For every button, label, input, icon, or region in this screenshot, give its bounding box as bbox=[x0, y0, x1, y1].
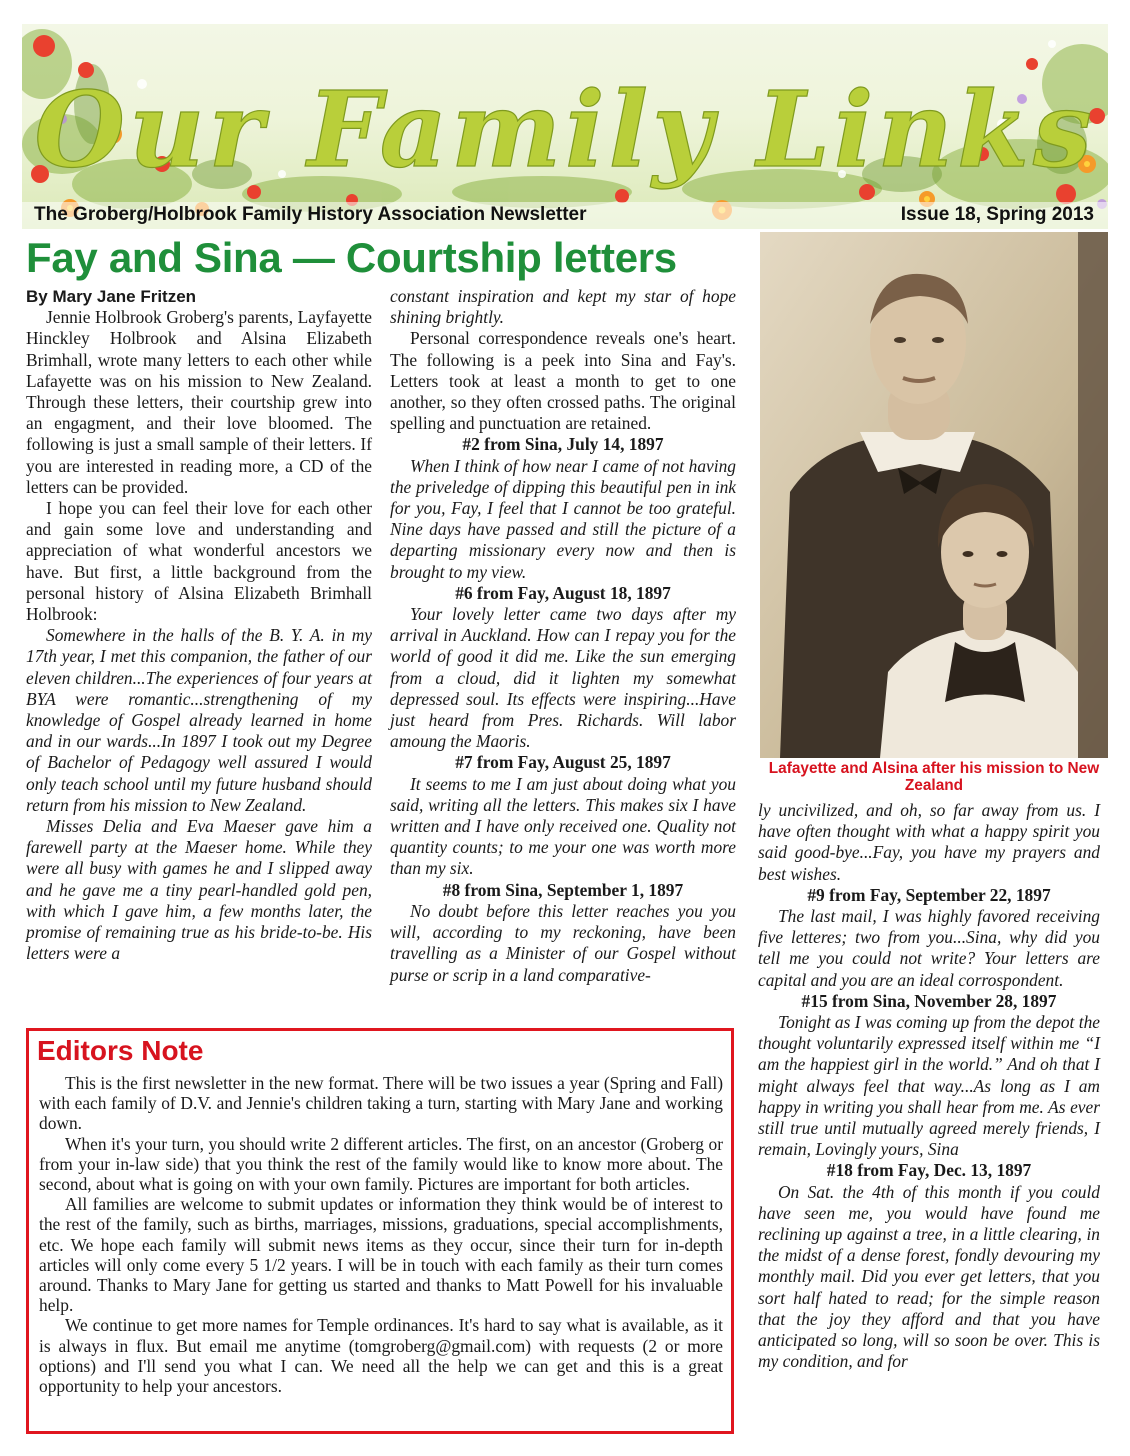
letter-heading: #18 from Fay, Dec. 13, 1897 bbox=[826, 1160, 1032, 1181]
letter-text: Tonight as I was coming up from the depot the thought voluntarily expressed itself within me “I am the happiest girl in the world.” And oh that I might always feel that way...As long as I am happy in writing you shall hear from me. As ever still true until mutually agreed merely friends, I remain, Lovingly yours, Sina bbox=[758, 1012, 1100, 1160]
article-paragraph: I hope you can feel their love for each other and gain some love and understanding and appreciation of what wonderful ancestors we have. But first, a little background from the personal history of Alsina Elizabeth Brimhall Holbrook: bbox=[26, 498, 372, 625]
letter-text: Your lovely letter came two days after my arrival in Auckland. How can I repay you for the world of good it did me. Like the sun emerging from a cloud, did it lighten my somewhat depressed soul. Its effects were inspiring...Have just heard from Pres. Richards. Will labor amoung the Maoris. bbox=[390, 604, 736, 752]
letter-continuation: ly uncivilized, and oh, so far away from us. I have often thought with what a happy spirit you said good-bye...Fay, you have my prayers and best wishes. bbox=[758, 800, 1100, 884]
editors-note-paragraph: This is the first newsletter in the new format. There will be two issues a year (Spring and Fall) with each family of D.V. and Jennie's children taking a turn, starting with Mary Jane and working down. bbox=[39, 1073, 723, 1134]
article-byline: By Mary Jane Fritzen bbox=[26, 287, 197, 306]
sepia-portrait bbox=[760, 232, 1108, 758]
editors-note-box bbox=[26, 1028, 734, 1434]
editors-note-paragraph: We continue to get more names for Temple ordinances. It's hard to say what is available, as it is always in flux. But email me anytime (tomgroberg@gmail.com) with requests (2 or more options) and I'll send you what I can. We need all the help we can get and this is a great opportunity to help your ancestors. bbox=[39, 1315, 723, 1397]
letter-text: No doubt before this letter reaches you you will, according to my reckoning, have been travelling as a Minister of our Gospel without purse or scrip in a land comparative- bbox=[390, 900, 736, 985]
letter-text: When I think of how near I came of not having the priveledge of dipping this beautiful pen in ink for you, Fay, I feel that I cannot be too grateful. Nine days have passed and still the picture of a departing missionary every now and then is brought to my view. bbox=[390, 455, 736, 582]
quote-paragraph: Misses Delia and Eva Maeser gave him a farewell party at the Maeser home. While they were all busy with games he and I slipped away and he gave me a tiny pearl-handled gold pen, with which I gave him, a few months later, the promise of remaining true as his bride-to-be. His letters were a bbox=[26, 816, 372, 964]
article-column-3 bbox=[758, 800, 1100, 1372]
masthead-title: Our Family Links bbox=[34, 68, 1096, 191]
editors-note-body bbox=[39, 1073, 723, 1396]
article-column-2 bbox=[390, 286, 736, 986]
letter-heading: #2 from Sina, July 14, 1897 bbox=[462, 434, 664, 455]
quote-continuation: constant inspiration and kept my star of hope shining brightly. bbox=[390, 286, 736, 328]
photo-caption: Lafayette and Alsina after his mission to New Zealand bbox=[768, 760, 1100, 794]
editors-note-paragraph: When it's your turn, you should write 2 different articles. The first, on an ancestor (Groberg or from your in-law side) that you think the rest of the family would like to know more about. The second, about what is going on with your own family. Pictures are important for both articles. bbox=[39, 1133, 723, 1195]
letter-heading: #7 from Fay, August 25, 1897 bbox=[455, 752, 671, 773]
masthead-banner bbox=[22, 24, 1108, 229]
quote-paragraph: Somewhere in the halls of the B. Y. A. in my 17th year, I met this companion, the father of our eleven children...The experiences of four years at BYA were romantic...strengthening of my knowledge of Gospel already learned in home and in our wards...In 1897 I took out my Degree of Bachelor of Pedagogy well assured I would only teach school until my future husband should return from his mission to New Zealand. bbox=[26, 625, 372, 815]
masthead-subtitle: The Groberg/Holbrook Family History Association Newsletter bbox=[34, 204, 587, 225]
editors-note-paragraph: All families are welcome to submit updates or information they think would be of interest to the rest of the family, such as births, marriages, missions, graduations, special accomplishments, etc. We hope each family will submit news items as they occur, since their turn for in-depth articles will only come every 5 1/2 years. I will be in touch with each family as their turn comes around. Thanks to Mary Jane for getting us started and thanks to Matt Powell for his invaluable help. bbox=[39, 1194, 723, 1316]
letter-text: The last mail, I was highly favored receiving five letteres; two from you...Sina, why did you tell me you could not write? Your letters are capital and you are an ideal corrospondent. bbox=[758, 906, 1100, 990]
letter-text: On Sat. the 4th of this month if you could have seen me, you would have found me reclining up against a tree, in a little clearing, in the midst of a dense forest, fondly devouring my monthly mail. Did you ever get letters, that you sort half hated to read; for the simple reason that the joy they afford and that you have anticipated so long, will so soon be over. This is my condition, and for bbox=[758, 1181, 1100, 1372]
article-headline: Fay and Sina — Courtship letters bbox=[26, 234, 677, 281]
editors-note-title: Editors Note bbox=[37, 1035, 204, 1066]
letter-heading: #6 from Fay, August 18, 1897 bbox=[455, 582, 671, 603]
letter-heading: #9 from Fay, September 22, 1897 bbox=[807, 884, 1051, 905]
article-column-1 bbox=[26, 286, 372, 965]
letter-text: It seems to me I am just about doing what you said, writing all the letters. This makes six I have written and I have only received one. Quality not quantity counts; to me your one was worth more than my six. bbox=[390, 773, 736, 879]
issue-number: Issue 18, Spring 2013 bbox=[900, 204, 1094, 225]
flower-border-graphic bbox=[22, 24, 1108, 229]
article-paragraph: Jennie Holbrook Groberg's parents, Layfayette Hinckley Holbrook and Alsina Elizabeth Brimhall, wrote many letters to each other while Lafayette was on his mission to New Zealand. Through these letters, their courtship grew into an engagment, and their love bloomed. The following is just a small sample of their letters. If you are interested in reading more, a CD of the letters can be provided. bbox=[26, 307, 372, 497]
letter-heading: #15 from Sina, November 28, 1897 bbox=[801, 990, 1057, 1011]
article-paragraph: Personal correspondence reveals one's heart. The following is a peek into Sina and Fay's. Letters took at least a month to get to one another, so they often crossed paths. The original spelling and punctuation are retained. bbox=[390, 328, 736, 434]
couple-photo bbox=[760, 232, 1108, 758]
letter-heading: #8 from Sina, September 1, 1897 bbox=[442, 879, 684, 900]
